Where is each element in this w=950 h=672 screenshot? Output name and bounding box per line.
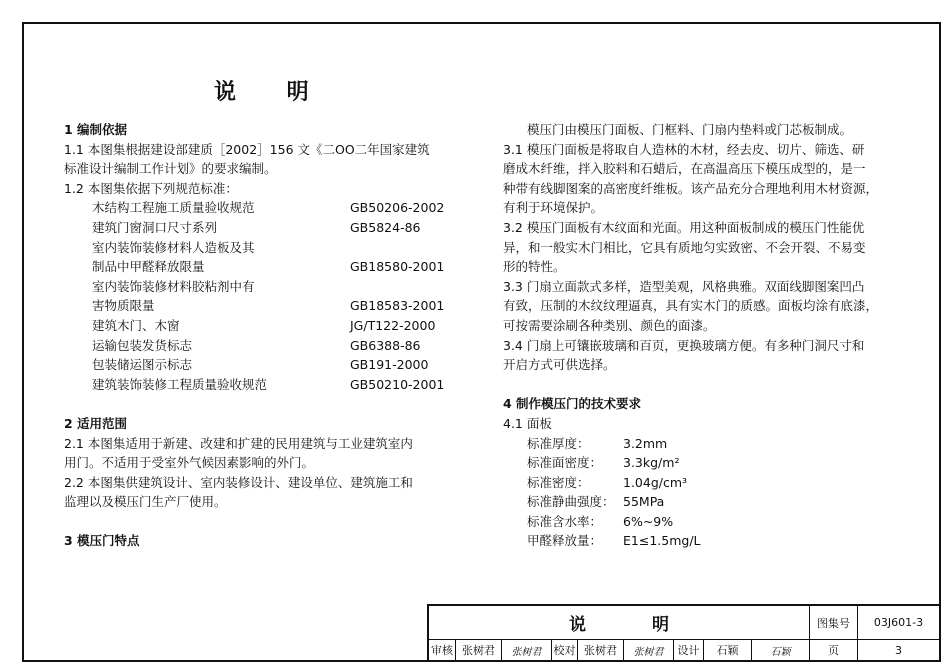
designer-name: 石颖 xyxy=(716,644,739,657)
title-block-name-cell xyxy=(429,606,809,639)
review-label-cell xyxy=(429,640,455,660)
standard-name: 包装储运图示标志 xyxy=(92,357,193,373)
standard-name: 制品中甲醛释放限量 xyxy=(92,259,205,275)
panel-spec-list xyxy=(503,434,913,552)
reviewer-name: 张树君 xyxy=(462,644,495,657)
designer-signature: 石颖 xyxy=(770,646,791,658)
title-block-top-row xyxy=(429,606,939,640)
right-column xyxy=(503,120,913,551)
spec-row xyxy=(503,453,913,473)
standard-code: GB5824-86 xyxy=(350,219,421,235)
title-block-name: 说 明 xyxy=(569,615,699,635)
standard-name: 木结构工程施工质量验收规范 xyxy=(92,200,255,216)
standard-row xyxy=(64,218,464,238)
standard-code: JG/T122-2000 xyxy=(350,317,436,333)
para-3-1-line-4: 有利于环境保护。 xyxy=(503,200,604,216)
spec-value: 6%~9% xyxy=(623,513,674,529)
para-3-1-line-3: 种带有线脚图案的高密度纤维板。该产品充分合理地利用木材资源， xyxy=(503,180,879,196)
reviewer-signature-cell xyxy=(501,640,551,660)
para-3-2-line-2: 异，和一般实木门相比，它具有质地匀实致密、不会开裂、不易变 xyxy=(503,239,866,255)
reviewer-signature: 张树君 xyxy=(511,646,542,658)
spec-value: 3.3kg/m² xyxy=(623,455,680,471)
design-label-cell xyxy=(673,640,703,660)
spec-label: 标准面密度： xyxy=(527,455,603,471)
checker-cell xyxy=(577,640,623,660)
spec-value: 3.2mm xyxy=(623,435,668,451)
atlas-number: 03J601-3 xyxy=(873,616,924,629)
spec-row xyxy=(503,531,913,551)
spec-value: E1≤1.5mg/L xyxy=(623,533,701,549)
para-3-3-line-1: 3.3 门扇立面款式多样，造型美观，风格典雅。双面线脚图案凹凸 xyxy=(503,278,865,294)
standard-code: GB18583-2001 xyxy=(350,298,445,314)
atlas-number-cell xyxy=(857,606,939,639)
spec-row xyxy=(503,512,913,532)
standard-code: GB6388-86 xyxy=(350,337,421,353)
spec-label: 甲醛释放量： xyxy=(527,533,603,549)
checker-signature: 张树君 xyxy=(633,646,664,658)
atlas-label-cell xyxy=(809,606,857,639)
checker-name: 张树君 xyxy=(584,644,617,657)
design-label: 设计 xyxy=(677,644,700,657)
section-4-heading: 4 制作模压门的技术要求 xyxy=(503,396,642,412)
para-3-1-line-2: 磨成木纤维，拌入胶料和石蜡后，在高温高压下模压成型的，是一 xyxy=(503,161,866,177)
page-number: 3 xyxy=(895,643,902,657)
para-3-4-line-2: 开启方式可供选择。 xyxy=(503,357,616,373)
page-label-cell xyxy=(809,640,857,660)
standard-row xyxy=(64,375,464,395)
para-1-1-line-1: 1.1 本图集根据建设部建质［2002］156 文《二OO二年国家建筑 xyxy=(64,141,430,157)
standard-row xyxy=(64,198,464,218)
para-3-3-line-3: 可按需要涂刷各种类别、颜色的面漆。 xyxy=(503,317,716,333)
spec-label: 标准静曲强度： xyxy=(527,494,615,510)
spec-label: 标准厚度： xyxy=(527,435,590,451)
standard-row xyxy=(64,238,464,258)
standard-name: 室内装饰装修材料胶粘剂中有 xyxy=(92,278,255,294)
section-3-intro: 模压门由模压门面板、门框料、门扇内垫料或门芯板制成。 xyxy=(527,122,853,137)
check-label: 校对 xyxy=(553,644,576,657)
standard-code: GB18580-2001 xyxy=(350,259,445,275)
section-1-heading: 1 编制依据 xyxy=(64,122,128,137)
standards-list xyxy=(64,198,464,394)
standard-name: 建筑门窗洞口尺寸系列 xyxy=(92,219,218,235)
left-column xyxy=(64,120,464,551)
spec-row xyxy=(503,473,913,493)
para-2-2-line-2: 监理以及模压门生产厂使用。 xyxy=(64,494,227,510)
standard-name: 建筑装饰装修工程质量验收规范 xyxy=(92,376,268,392)
para-4-1: 4.1 面板 xyxy=(503,415,552,431)
checker-signature-cell xyxy=(623,640,673,660)
standard-name: 害物质限量 xyxy=(92,298,155,314)
title-block xyxy=(427,604,939,660)
para-3-1-line-1: 3.1 模压门面板是将取自人造林的木材，经去皮、切片、筛选、研 xyxy=(503,141,865,157)
standard-code: GB50210-2001 xyxy=(350,376,445,392)
check-label-cell xyxy=(551,640,577,660)
page-label: 页 xyxy=(828,644,839,657)
spec-label: 标准密度： xyxy=(527,474,590,490)
page-number-cell xyxy=(857,640,939,660)
spec-value: 55MPa xyxy=(623,494,665,510)
spec-label: 标准含水率： xyxy=(527,513,603,529)
standard-name: 室内装饰装修材料人造板及其 xyxy=(92,239,255,255)
standard-name: 运输包装发货标志 xyxy=(92,337,193,353)
para-2-1-line-2: 用门。不适用于受室外气候因素影响的外门。 xyxy=(64,455,315,471)
spec-row xyxy=(503,434,913,454)
para-1-2: 1.2 本图集依据下列规范标准： xyxy=(64,180,238,196)
standard-row xyxy=(64,296,464,316)
title-block-bottom-row xyxy=(429,640,939,660)
para-3-4-line-1: 3.4 门扇上可镶嵌玻璃和百页，更换玻璃方便。有多种门洞尺寸和 xyxy=(503,337,865,353)
para-3-2-line-3: 形的特性。 xyxy=(503,259,566,275)
spec-value: 1.04g/cm³ xyxy=(623,474,688,490)
spec-row xyxy=(503,492,913,512)
standard-code: GB50206-2002 xyxy=(350,200,445,216)
standard-row xyxy=(64,336,464,356)
review-label: 审核 xyxy=(431,644,453,657)
standard-row xyxy=(64,257,464,277)
para-3-3-line-2: 有致，压制的木纹纹理逼真，具有实木门的质感。面板均涂有底漆， xyxy=(503,298,879,314)
standard-row xyxy=(64,355,464,375)
section-3-heading: 3 模压门特点 xyxy=(64,533,140,549)
para-1-1-line-2: 标准设计编制工作计划》的要求编制。 xyxy=(64,161,277,177)
standard-row xyxy=(64,277,464,297)
standard-code: GB191-2000 xyxy=(350,357,429,373)
atlas-label: 图集号 xyxy=(817,616,850,630)
para-2-1-line-1: 2.1 本图集适用于新建、改建和扩建的民用建筑与工业建筑室内 xyxy=(64,435,413,451)
para-2-2-line-1: 2.2 本图集供建筑设计、室内装修设计、建设单位、建筑施工和 xyxy=(64,474,413,490)
page-title: 说 明 xyxy=(214,80,313,105)
reviewer-cell xyxy=(455,640,501,660)
para-3-2-line-1: 3.2 模压门面板有木纹面和光面。用这种面板制成的模压门性能优 xyxy=(503,219,865,235)
standard-row xyxy=(64,316,464,336)
standard-name: 建筑木门、木窗 xyxy=(92,317,180,333)
section-2-heading: 2 适用范围 xyxy=(64,415,128,431)
designer-signature-cell xyxy=(751,640,809,660)
designer-cell xyxy=(703,640,751,660)
